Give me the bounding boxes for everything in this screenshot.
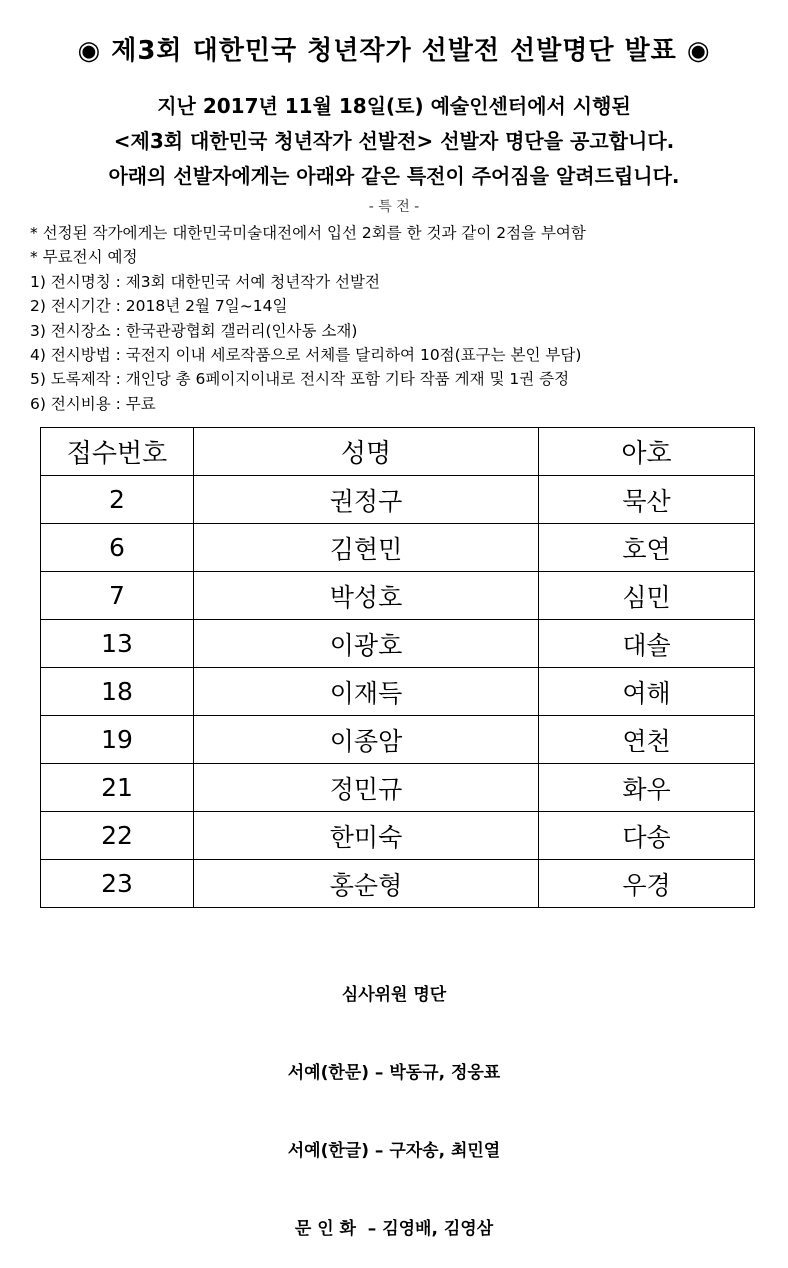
benefit-item: * 무료전시 예정 xyxy=(30,248,138,267)
table-row xyxy=(41,524,755,572)
name-cell: 홍순형 xyxy=(194,860,539,908)
page-title: ◉ 제3회 대한민국 청년작가 선발전 선발명단 발표 ◉ xyxy=(77,36,711,66)
pen-name-cell: 묵산 xyxy=(539,476,755,524)
benefit-item: * 선정된 작가에게는 대한민국미술대전에서 입선 2회를 한 것과 같이 2점을 부여함 xyxy=(30,224,586,242)
benefit-item: 2) 전시기간 : 2018년 2월 7일~14일 xyxy=(30,297,288,316)
table-row xyxy=(41,620,755,668)
judges-line: 서예(한문) – 박동규, 정웅표 xyxy=(287,1063,501,1083)
table-header-row xyxy=(41,428,755,476)
header-pen-name: 아호 xyxy=(539,428,755,476)
receipt-number-cell: 13 xyxy=(41,620,194,668)
benefits-heading: - 특 전 - xyxy=(368,199,420,215)
pen-name-cell: 대솔 xyxy=(539,620,755,668)
receipt-number-cell: 19 xyxy=(41,716,194,764)
receipt-number-cell: 6 xyxy=(41,524,194,572)
table-row xyxy=(41,476,755,524)
table-row xyxy=(41,812,755,860)
name-cell: 이재득 xyxy=(194,668,539,716)
name-cell: 권정구 xyxy=(194,476,539,524)
pen-name-cell: 심민 xyxy=(539,572,755,620)
receipt-number-cell: 2 xyxy=(41,476,194,524)
benefit-item: 1) 전시명칭 : 제3회 대한민국 서예 청년작가 선발전 xyxy=(30,272,380,291)
receipt-number-cell: 18 xyxy=(41,668,194,716)
pen-name-cell: 다송 xyxy=(539,812,755,860)
receipt-number-cell: 22 xyxy=(41,812,194,860)
pen-name-cell: 여해 xyxy=(539,668,755,716)
name-cell: 이종암 xyxy=(194,716,539,764)
table-row xyxy=(41,764,755,812)
judges-line: 문 인 화 – 김영배, 김영삼 xyxy=(294,1219,494,1239)
receipt-number-cell: 7 xyxy=(41,572,194,620)
judges-title: 심사위원 명단 xyxy=(341,985,447,1005)
intro-line-3: 아래의 선발자에게는 아래와 같은 특전이 주어짐을 알려드립니다. xyxy=(108,164,680,188)
pen-name-cell: 호연 xyxy=(539,524,755,572)
header-receipt-number: 접수번호 xyxy=(41,428,194,476)
pen-name-cell: 우경 xyxy=(539,860,755,908)
name-cell: 한미숙 xyxy=(194,812,539,860)
header-name: 성명 xyxy=(194,428,539,476)
table-row xyxy=(41,860,755,908)
intro-line-2: <제3회 대한민국 청년작가 선발전> 선발자 명단을 공고합니다. xyxy=(113,129,675,153)
judges-section xyxy=(0,930,788,1268)
name-cell: 이광호 xyxy=(194,620,539,668)
table-row xyxy=(41,572,755,620)
intro-line-1: 지난 2017년 11월 18일(토) 예술인센터에서 시행된 xyxy=(157,94,631,118)
benefit-item: 5) 도록제작 : 개인당 총 6페이지이내로 전시작 포함 기타 작품 게재 및 1권 증정 xyxy=(30,370,570,389)
benefit-item: 4) 전시방법 : 국전지 이내 세로작품으로 서체를 달리하여 10점(표구는 본인 부담) xyxy=(30,345,582,364)
name-cell: 박성호 xyxy=(194,572,539,620)
name-cell: 정민규 xyxy=(194,764,539,812)
pen-name-cell: 화우 xyxy=(539,764,755,812)
judges-line: 서예(한글) – 구자송, 최민열 xyxy=(287,1141,501,1161)
table-row xyxy=(41,716,755,764)
benefits-list xyxy=(30,221,770,416)
selection-table xyxy=(40,427,755,908)
name-cell: 김현민 xyxy=(194,524,539,572)
benefit-item: 6) 전시비용 : 무료 xyxy=(30,394,156,413)
benefit-item: 3) 전시장소 : 한국관광협회 갤러리(인사동 소재) xyxy=(30,321,358,340)
receipt-number-cell: 21 xyxy=(41,764,194,812)
receipt-number-cell: 23 xyxy=(41,860,194,908)
pen-name-cell: 연천 xyxy=(539,716,755,764)
table-row xyxy=(41,668,755,716)
